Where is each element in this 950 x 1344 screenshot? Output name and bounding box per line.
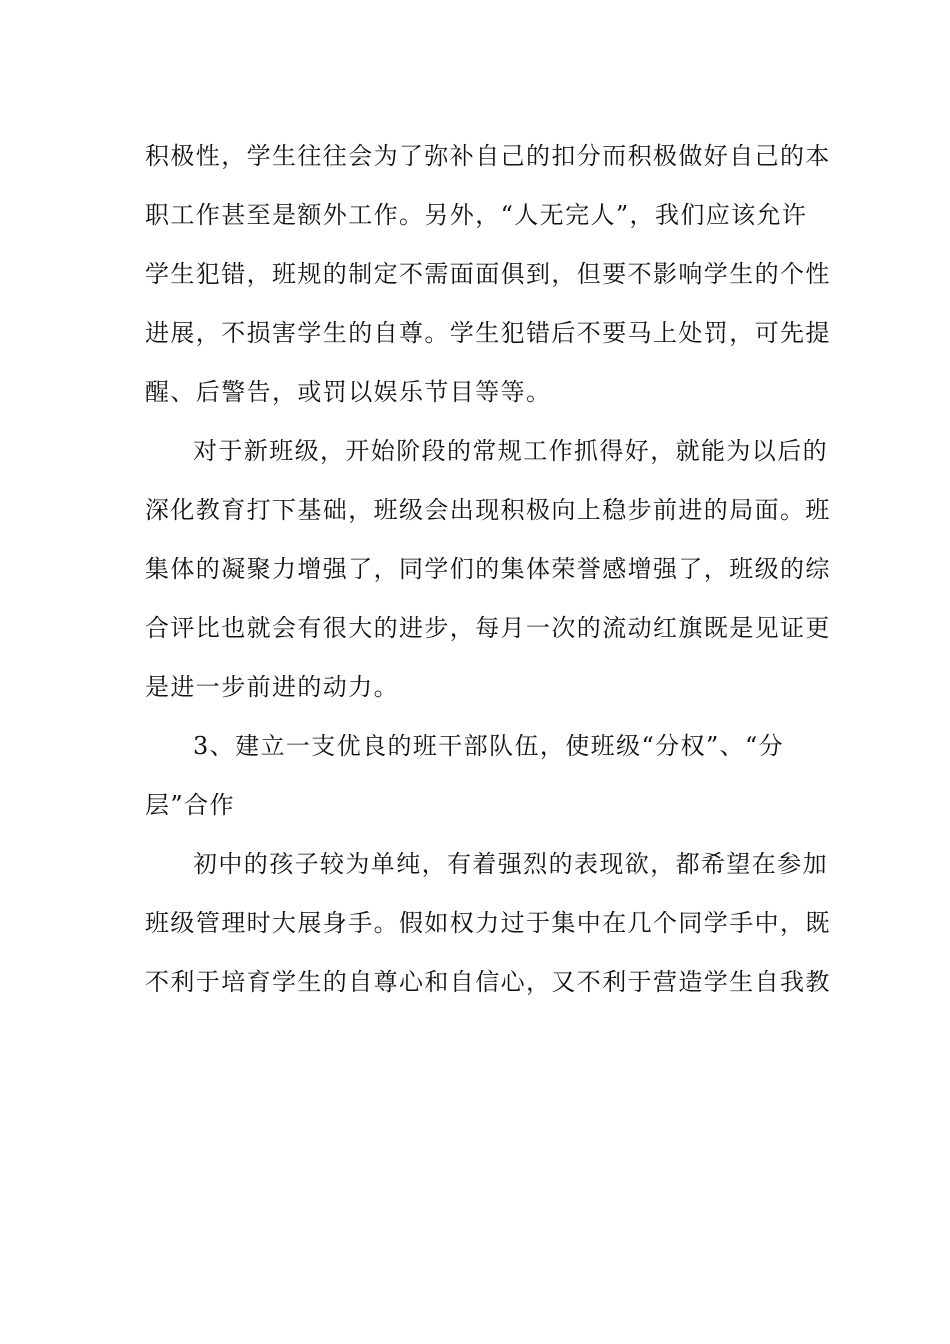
text-line: 进展，不损害学生的自尊。学生犯错后不要马上处罚，可先提: [145, 319, 831, 347]
body-text: [145, 127, 831, 1012]
text-line: 集体的凝聚力增强了，同学们的集体荣誉感增强了，班级的综: [145, 555, 831, 583]
section-heading-line: 层”合作: [145, 791, 235, 819]
text-line: 是进一步前进的动力。: [145, 673, 399, 701]
text-line: 班级管理时大展身手。假如权力过于集中在几个同学手中，既: [145, 909, 831, 937]
text-line: 积极性，学生往往会为了弥补自己的扣分而积极做好自己的本: [145, 142, 831, 170]
text-line: 合评比也就会有很大的进步，每月一次的流动红旗既是见证更: [145, 614, 831, 642]
paragraph-first-line: 初中的孩子较为单纯，有着强烈的表现欲，都希望在参加: [193, 850, 828, 878]
section-heading-line: 3、建立一支优良的班干部队伍，使班级“分权”、“分: [193, 732, 785, 760]
paragraph-first-line: 对于新班级，开始阶段的常规工作抓得好，就能为以后的: [193, 437, 828, 465]
text-line: 醒、后警告，或罚以娱乐节目等等。: [145, 378, 552, 406]
text-line: 深化教育打下基础，班级会出现积极向上稳步前进的局面。班: [145, 496, 831, 524]
text-line: 不利于培育学生的自尊心和自信心，又不利于营造学生自我教: [145, 968, 831, 996]
text-line: 学生犯错，班规的制定不需面面俱到，但要不影响学生的个性: [145, 260, 831, 288]
text-line: 职工作甚至是额外工作。另外，“人无完人”，我们应该允许: [145, 201, 808, 229]
